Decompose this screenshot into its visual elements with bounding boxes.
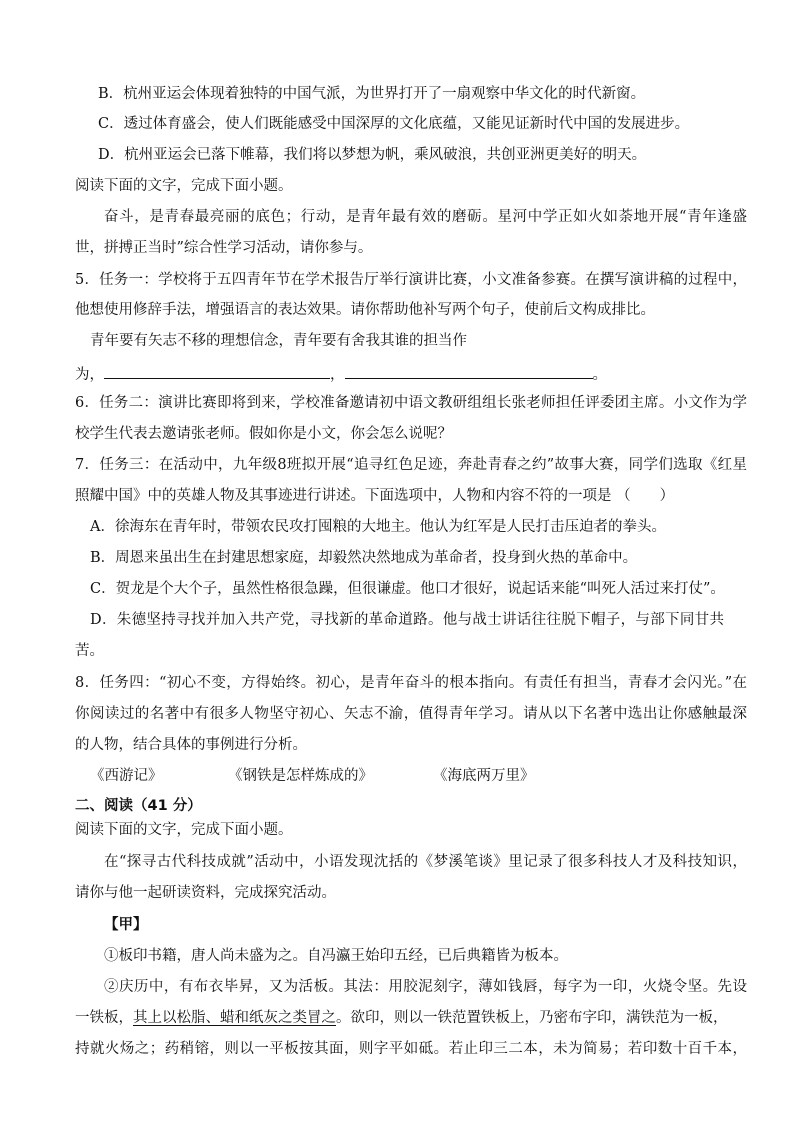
passage-paragraph-2-line-1: ②庆历中，有布衣毕昇，又为活板。其法：用胶泥刻字，薄如钱唇，每字为一印，火烧令坚。先设 [104,979,747,995]
book-option-1: 《西游记》 [90,768,163,784]
q5-answer-line [75,362,607,385]
passage-paragraph-2-line-3: 持就火炀之；药稍镕，则以一平板按其面，则字平如砥。若止印三二本，未为简易；若印数十百千本， [75,1041,747,1057]
passage-paragraph-2-line-2 [75,1008,728,1028]
passage-tag-jia: 【甲】 [104,916,148,933]
q7-line-2: 照耀中国》中的英雄人物及其事迹进行讲述。下面选项中，人物和内容不符的一项是 （ ） [75,488,675,504]
q5-answer-prefix: 为， [75,367,104,383]
q5-answer-period: 。 [592,367,607,383]
q6-line-1: 6．任务二：演讲比赛即将到来，学校准备邀请初中语文教研组组长张老师担任评委团主席。小文作为学 [75,395,747,411]
q5-line-3: 青年要有矢志不移的理想信念，青年要有舍我其谁的担当作 [90,333,467,349]
book-option-3: 《海底两万里》 [433,768,535,784]
q7-option-b: B．周恩来虽出生在封建思想家庭，却毅然决然地成为革命者，投身到火热的革命中。 [90,550,638,566]
q5-answer-blank-1[interactable] [104,362,330,379]
q5-line-1: 5．任务一：学校将于五四青年节在学术报告厅举行演讲比赛，小文准备参赛。在撰写演讲稿的过程中， [75,272,747,288]
section-heading-reading: 二、阅读（41 分） [75,798,202,814]
part2-intro-line-1: 在“探寻古代科技成就”活动中，小语发现沈括的《梦溪笔谈》里记录了很多科技人才及科技知识， [104,854,747,870]
q8-line-1: 8．任务四：“初心不变，方得始终。初心，是青年奋斗的根本指向。有责任有担当，青春才会闪光。”在 [75,675,747,691]
q4-option-c: C．透过体育盛会，使人们既能感受中国深厚的文化底蕴，又能见证新时代中国的发展进步。 [98,116,690,132]
intro-paragraph-line-1: 奋斗，是青春最亮丽的底色；行动，是青年最有效的磨砺。星河中学正如火如荼地开展“青年逢盛 [104,209,747,225]
q7-option-d-line-1: D．朱德坚持寻找并加入共产党，寻找新的革命道路。他与战士讲话往往脱下帽子，与部下同甘共 [90,612,724,628]
book-option-2: 《钢铁是怎样炼成的》 [228,768,373,784]
q5-answer-blank-2[interactable] [345,362,593,379]
p2-l2-end: 。欲印，则以一铁范置铁板上，乃密布字印，满铁范为一板， [336,1010,728,1026]
q5-line-2: 他想使用修辞手法，增强语言的表达效果。请你帮助他补写两个句子，使前后文构成排比。 [75,302,655,318]
intro-paragraph-line-2: 世，拼搏正当时”综合性学习活动，请你参与。 [75,240,373,256]
q6-line-2: 校学生代表去邀请张老师。假如你是小文，你会怎么说呢？ [75,426,452,442]
reading-instruction-2: 阅读下面的文字，完成下面小题。 [75,822,293,838]
q8-line-2: 你阅读过的名著中有很多人物坚守初心、矢志不渝，值得青年学习。请从以下名著中选出让你感触最深 [75,706,747,722]
q7-option-d-line-2: 苦。 [75,643,104,659]
p2-l2-start: 一铁板， [75,1010,133,1026]
q7-option-c: C．贺龙是个大个子，虽然性格很急躁，但很谦虚。他口才很好，说起话来能“叫死人活过来打仗”。 [90,581,725,597]
underlined-sentence: 其上以松脂、蜡和纸灰之类冒之 [133,1010,336,1026]
reading-instruction: 阅读下面的文字，完成下面小题。 [75,178,293,194]
q4-option-d: D．杭州亚运会已落下帷幕，我们将以梦想为帆，乘风破浪，共创亚洲更美好的明天。 [98,147,647,163]
part2-intro-line-2: 请你与他一起研读资料，完成探究活动。 [75,885,336,901]
passage-paragraph-1: ①板印书籍，唐人尚未盛为之。自冯瀛王始印五经，已后典籍皆为板本。 [104,948,568,964]
q7-line-1: 7．任务三：在活动中，九年级8班拟开展“追寻红色足迹，奔赴青春之约”故事大赛，同学们选取《红星 [75,457,747,473]
q4-option-b: B．杭州亚运会体现着独特的中国气派，为世界打开了一扇观察中华文化的时代新窗。 [98,86,646,102]
q8-line-3: 的人物，结合具体的事例进行分析。 [75,737,307,753]
q7-option-a: A．徐海东在青年时，带领农民攻打囤粮的大地主。他认为红军是人民打击压迫者的拳头。 [90,519,666,535]
q5-answer-comma: ， [330,367,345,383]
